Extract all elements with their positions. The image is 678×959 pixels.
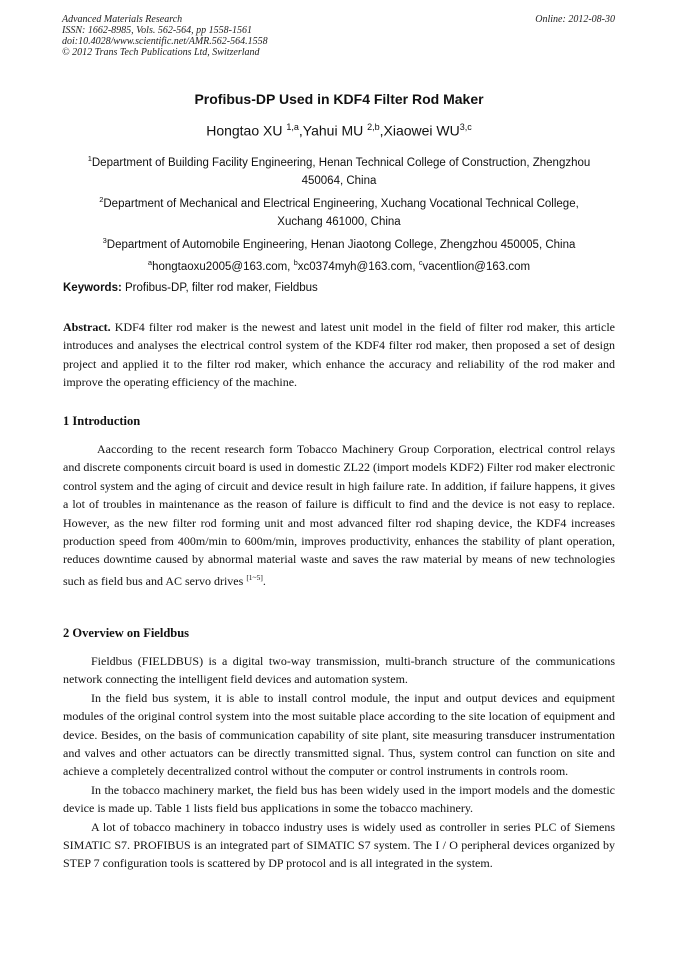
abstract-label: Abstract. [63,320,111,334]
paragraph: A lot of tobacco machinery in tobacco industry uses is widely used as controller in series PLC of Siemens SIMATIC S7. PROFIBUS is an integrated part of SIMATIC S7 system. The I / O peripheral devices organized by STEP 7 configuration tools is scattered by DP protocol and is all integrated in the system. [63,819,615,871]
online-date: Online: 2012-08-30 [535,14,615,25]
author-affiliation-mark: 2,b [367,122,380,132]
abstract-text: KDF4 filter rod maker is the newest and latest unit model in the field of filter rod maker, this article introduces and analyses the electrical control system of the KDF4 filter rod maker, then proposed a set of design project and applied it to the filter rod maker, which enhance the accuracy and reliability of the rod maker and improve the operating efficiency of the machine. [63,320,615,390]
copyright-line: © 2012 Trans Tech Publications Ltd, Switzerland [62,47,260,58]
email-link[interactable]: hongtaoxu2005@163.com, [152,260,294,273]
abstract [63,318,615,392]
author-name: Hongtao XU [206,122,287,139]
keywords [63,282,318,294]
affiliation-1-cont: 450064, China [301,175,377,188]
paragraph: Fieldbus (FIELDBUS) is a digital two-way transmission, multi-branch structure of the communications network connecting the intelligent field devices and automation system. [63,654,615,687]
affiliation-2-cont: Xuchang 461000, China [277,216,401,229]
journal-name: Advanced Materials Research [62,14,183,25]
publication-info [62,14,268,58]
paragraph: In the field bus system, it is able to install control module, the input and output devices and equipment modules of the original control system into the most suitable place according to the site location of equipment and device. Besides, on the basis of communication capability of site plant, site measuring transducer instrumentation and valves and other actuators can be directly transmitted signal. Thus, system control can function on site and achieve a completely decentralized control without the computer or control instruments in controls room. [63,690,615,779]
paragraph: In the tobacco machinery market, the field bus has been widely used in the import models and the domestic device is made up. Table 1 lists field bus applications in some the tobacco machinery. [63,782,615,816]
issn-line: ISSN: 1662-8985, Vols. 562-564, pp 1558-1561 [62,25,252,36]
email-link[interactable]: xc0374myh@163.com, [297,260,419,273]
introduction-paragraph: Aaccording to the recent research form Tobacco Machinery Group Corporation, electrical control relays and discrete components circuit board is used in domestic ZL22 (import models KDF2) Filter rod maker electronic control system and the aging of circuit and device result in high failure rate. In addition, if failure happens, it gives a lot of troubles in maintenance as the reason of failure is difficult to find and the device is not easy to replace. However, as the new filter rod forming unit and most advanced filter rod shaping device, the KDF4 increases production speed from 400m/min to 600m/min, improves productivity, enhances the stability of plant operation, reduces downtime caused by abnormal material waste and saves the raw material by means of new technologies such as field bus and AC servo drives [1~5]. [63,442,615,588]
affiliation-1: $^1$Department of Building Facility Engineering, Henan Technical College of Construction, Zhengzhou [87,154,591,169]
keywords-label: Keywords: [63,282,122,294]
section-heading-introduction: 1 Introduction [63,414,141,428]
doi-line: doi:10.4028/www.scientific.net/AMR.562-564.1558 [62,36,268,47]
author-affiliation-mark: 1,a [286,122,299,132]
fieldbus-section-body [63,652,615,873]
affiliation-3: $^3$Department of Automobile Engineering, Henan Jiaotong College, Zhengzhou 450005, China [102,235,576,251]
author-name: ,Yahui MU [298,122,368,139]
citation-ref[interactable]: [1~5] [246,572,263,582]
section-heading-fieldbus: 2 Overview on Fieldbus [63,626,190,640]
affiliation-2: $^2$Department of Mechanical and Electrical Engineering, Xuchang Vocational Technical College, [99,194,579,210]
affiliations [62,150,616,276]
email-link[interactable]: vacentlion@163.com [422,260,531,273]
author-name: ,Xiaowei WU [379,122,460,139]
paper-title: Profibus-DP Used in KDF4 Filter Rod Maker [194,91,484,107]
keywords-text: Profibus-DP, filter rod maker, Fieldbus [121,282,318,294]
email-list: $^a$hongtaoxu2005@163.com, $^b$xc0374myh@163.com, $^c$vacentlion@163.com [147,257,531,273]
author-affiliation-mark: 3,c [459,122,472,132]
author-list [0,122,678,139]
